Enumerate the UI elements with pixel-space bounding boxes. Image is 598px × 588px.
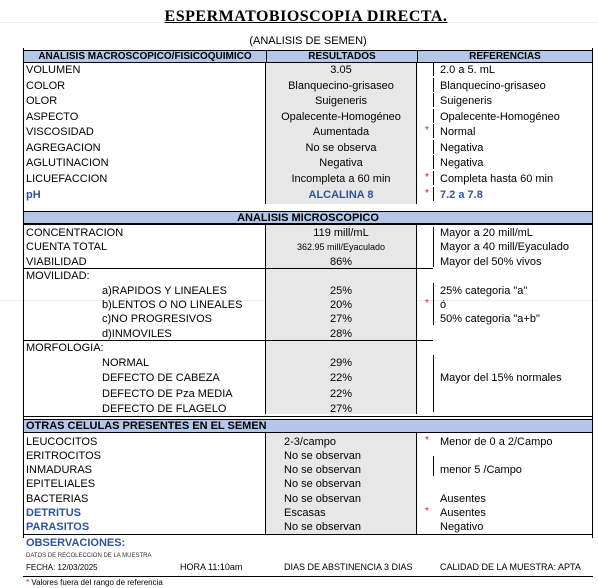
macro-ref: Negativa [440,142,484,154]
otras-label: EPITELIALES [26,478,96,490]
macro-ref: Normal [440,126,476,138]
macro-result: 3.05 [330,64,352,76]
otras-result: 2-3/campo [284,436,336,448]
morfologia-ref: Mayor del 15% normales [440,372,562,384]
fecha-label: FECHA: 12/03/2025 [26,563,98,572]
macro-ref: Opalecente-Homogéneo [440,111,560,123]
movilidad-b-label: b)LENTOS O NO LINEALES [102,299,243,311]
morfologia-normal-label: NORMAL [102,357,150,369]
report-subtitle: (ANALISIS DE SEMEN) [249,35,367,47]
movilidad-a-result: 25% [329,285,353,297]
macro-ref: Completa hasta 60 min [440,173,554,185]
concentracion-result: 119 mill/mL [313,227,369,239]
calidad-label: CALIDAD DE LA MUESTRA: APTA [440,562,581,572]
otras-result: Escasas [284,507,326,519]
macro-label: VISCOSIDAD [26,126,94,138]
macro-label: OLOR [26,95,58,107]
macro-label: ASPECTO [26,111,79,123]
macro-flag: * [425,125,429,136]
morfologia-cabeza-result: 22% [329,372,353,384]
otras-ref: Menor de 0 a 2/Campo [440,436,553,448]
macro-label: pH [26,189,41,201]
morfologia-label: MORFOLOGIA: [26,342,104,354]
macro-label: COLOR [26,80,66,92]
hora-label: HORA 11:10am [180,562,243,572]
macro-result: Blanquecino-grisaseo [288,80,394,92]
macro-flag: * [425,172,429,183]
viabilidad-label: VIABILIDAD [26,256,87,268]
otras-flag: * [425,435,429,446]
macro-result: Incompleta a 60 min [291,173,391,185]
otras-flag: * [425,506,429,517]
otras-result: No se observan [284,450,362,462]
cuenta-result: 362.95 mill/Eyaculado [296,242,386,252]
macro-result: No se observa [305,142,377,154]
macro-result: Negativa [319,157,363,169]
macro-ref: Blanquecino-grisaseo [440,80,546,92]
otras-label: PARASITOS [26,521,90,533]
otras-ref: Ausentes [440,493,486,505]
movilidad-a-ref: 25% categoria "a" [440,285,528,297]
micro-header-band [23,211,593,224]
header-analisis: ANALISIS MACROSCOPICO/FISICOQUIMICO [38,51,252,62]
movilidad-c-ref: 50% categoria "a+b" [440,313,540,325]
concentracion-label: CONCENTRACION [26,227,124,239]
otras-result: No se observan [284,521,362,533]
otras-label: DETRITUS [26,507,81,519]
micro-header: ANALISIS MICROSCOPICO [237,211,379,224]
otras-header: OTRAS CELULAS PRESENTES EN EL SEMEN [26,420,267,432]
footnote-text: Valores fuera del rango de referencia [29,578,163,587]
otras-result: No se observan [284,464,362,476]
table-left-border [23,48,24,538]
otras-ref: Ausentes [440,507,486,519]
otras-label: LEUCOCITOS [26,436,98,448]
morfologia-flagelo-result: 27% [329,403,353,415]
otras-result: No se observan [284,478,362,490]
table-right-border [592,48,593,538]
otras-header-band [23,419,593,433]
movilidad-c-label: c)NO PROGRESIVOS [102,313,213,325]
macro-ref: 7.2 a 7.8 [440,189,483,201]
otras-label: INMADURAS [26,464,93,476]
macro-result: Opalecente-Homogéneo [281,111,401,123]
morfologia-cabeza-label: DEFECTO DE CABEZA [102,372,220,384]
movilidad-b-result: 20% [329,299,353,311]
cuenta-ref: Mayor a 40 mill/Eyaculado [440,241,570,253]
otras-ref: Negativo [440,521,484,533]
movilidad-c-result: 27% [329,313,353,325]
viabilidad-ref: Mayor del 50% vivos [440,256,542,268]
movilidad-d-label: d)INMOVILES [102,328,172,340]
otras-ref: menor 5 /Campo [440,464,522,476]
table-header-band [23,50,593,63]
movilidad-d-result: 28% [329,328,353,340]
macro-result: Aumentada [312,126,370,138]
morfologia-normal-result: 29% [329,357,353,369]
macro-ref: Negativa [440,157,484,169]
macro-ref: Suigeneris [440,95,492,107]
header-referencias: REFERENCIAS [469,51,541,62]
report-title: ESPERMATOBIOSCOPIA DIRECTA. [164,7,448,25]
macro-result: ALCALINA 8 [308,189,374,201]
macro-label: AGREGACION [26,142,101,154]
macro-label: AGLUTINACION [26,157,109,169]
macro-label: VOLUMEN [26,64,81,76]
macro-ref: 2.0 a 5. mL [440,64,496,76]
morfologia-flagelo-label: DEFECTO DE FLAGELO [102,403,227,415]
movilidad-b-ref: ó [440,299,447,311]
abstinencia-label: DIAS DE ABSTINENCIA 3 DIAS [284,562,413,572]
morfologia-media-result: 22% [329,388,353,400]
concentracion-ref: Mayor a 20 mill/mL [440,227,533,239]
movilidad-a-label: a)RAPIDOS Y LINEALES [102,285,227,297]
morfologia-media-label: DEFECTO DE Pza MEDIA [102,388,233,400]
footnote [26,579,163,587]
cuenta-label: CUENTA TOTAL [26,241,108,253]
viabilidad-result: 86% [329,256,353,268]
macro-label: LICUEFACCION [26,173,108,185]
macro-result: Suigeneris [315,95,367,107]
otras-result: No se observan [284,493,362,505]
observaciones-label: OBSERVACIONES: [26,537,126,549]
otras-label: BACTERIAS [26,493,89,505]
header-resultados: RESULTADOS [266,51,418,62]
movilidad-b-flag: * [425,298,429,309]
movilidad-label: MOVILIDAD: [26,270,90,282]
footnote-star: * [26,578,30,587]
otras-label: ERITROCITOS [26,450,101,462]
macro-flag: * [425,188,429,199]
recoleccion-label: DATOS DE RECOLECCION DE LA MUESTRA [26,553,152,559]
